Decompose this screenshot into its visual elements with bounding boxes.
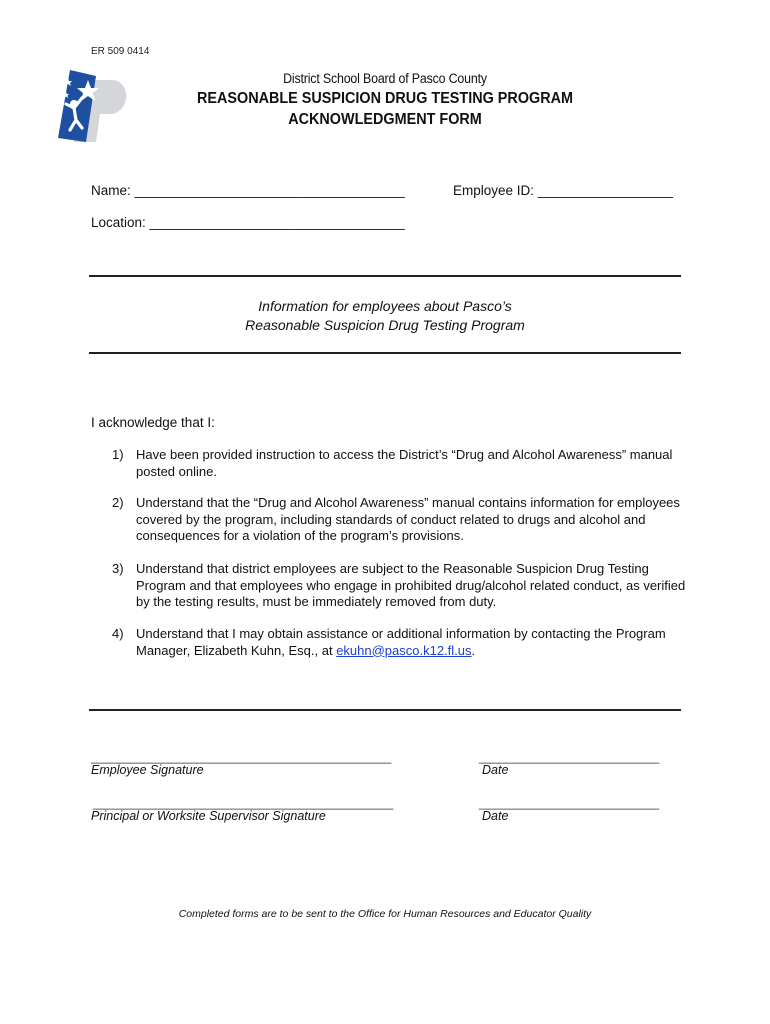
item-text-after: . [471,642,476,658]
acknowledge-intro: I acknowledge that I: [91,415,215,430]
divider-top [89,275,681,277]
divider-middle [89,352,681,354]
item-text [136,626,692,659]
date-label-1: Date [482,763,509,777]
footer-note: Completed forms are to be sent to the Office for Human Resources and Educator Quality [178,908,592,920]
employee-signature-label: Employee Signature [91,763,204,777]
item-number: 3) [112,561,124,576]
employee-id-field[interactable]: Employee ID: __________________ [453,183,673,198]
district-name: District School Board of Pasco County [283,71,487,86]
date-line-2[interactable]: ___________________________ [479,796,660,810]
divider-bottom [89,709,681,711]
supervisor-signature-line[interactable]: _____________________________________________ [93,796,394,810]
employee-signature-line[interactable]: _____________________________________________ [91,750,392,764]
supervisor-signature-label: Principal or Worksite Supervisor Signature [91,809,326,823]
form-title-line2: ACKNOWLEDGMENT FORM [288,111,482,128]
info-heading-line1: Information for employees about Pasco’s [258,298,512,314]
form-title-line1: REASONABLE SUSPICION DRUG TESTING PROGRAM [196,90,574,107]
item-text: Have been provided instruction to access the District’s “Drug and Alcohol Awareness” manual posted online. [136,447,673,479]
info-heading-line2: Reasonable Suspicion Drug Testing Program [245,317,525,333]
item-text-before: Understand that I may obtain assistance or additional information by contacting the Program Manager, Elizabeth Kuhn, Esq., at [136,626,666,658]
date-label-2: Date [482,809,509,823]
item-text: Understand that the “Drug and Alcohol Awareness” manual contains information for employees covered by the program, including standards of conduct related to drugs and alcohol and consequences for a violation of the program’s provisions. [136,495,680,543]
item-number: 4) [112,626,124,641]
item-number: 1) [112,447,124,462]
date-line-1[interactable]: ___________________________ [479,750,660,764]
name-field[interactable]: Name: ____________________________________ [91,183,405,198]
form-code: ER 509 0414 [91,46,150,57]
location-field[interactable]: Location: __________________________________ [91,215,405,230]
item-text: Understand that district employees are subject to the Reasonable Suspicion Drug Testing Program and that employees who engage in prohibited drug/alcohol related conduct, as verified by the testing results, must be immediately removed from duty. [136,561,686,609]
email-link[interactable]: ekuhn@pasco.k12.fl.us [336,642,472,658]
item-number: 2) [112,495,124,510]
